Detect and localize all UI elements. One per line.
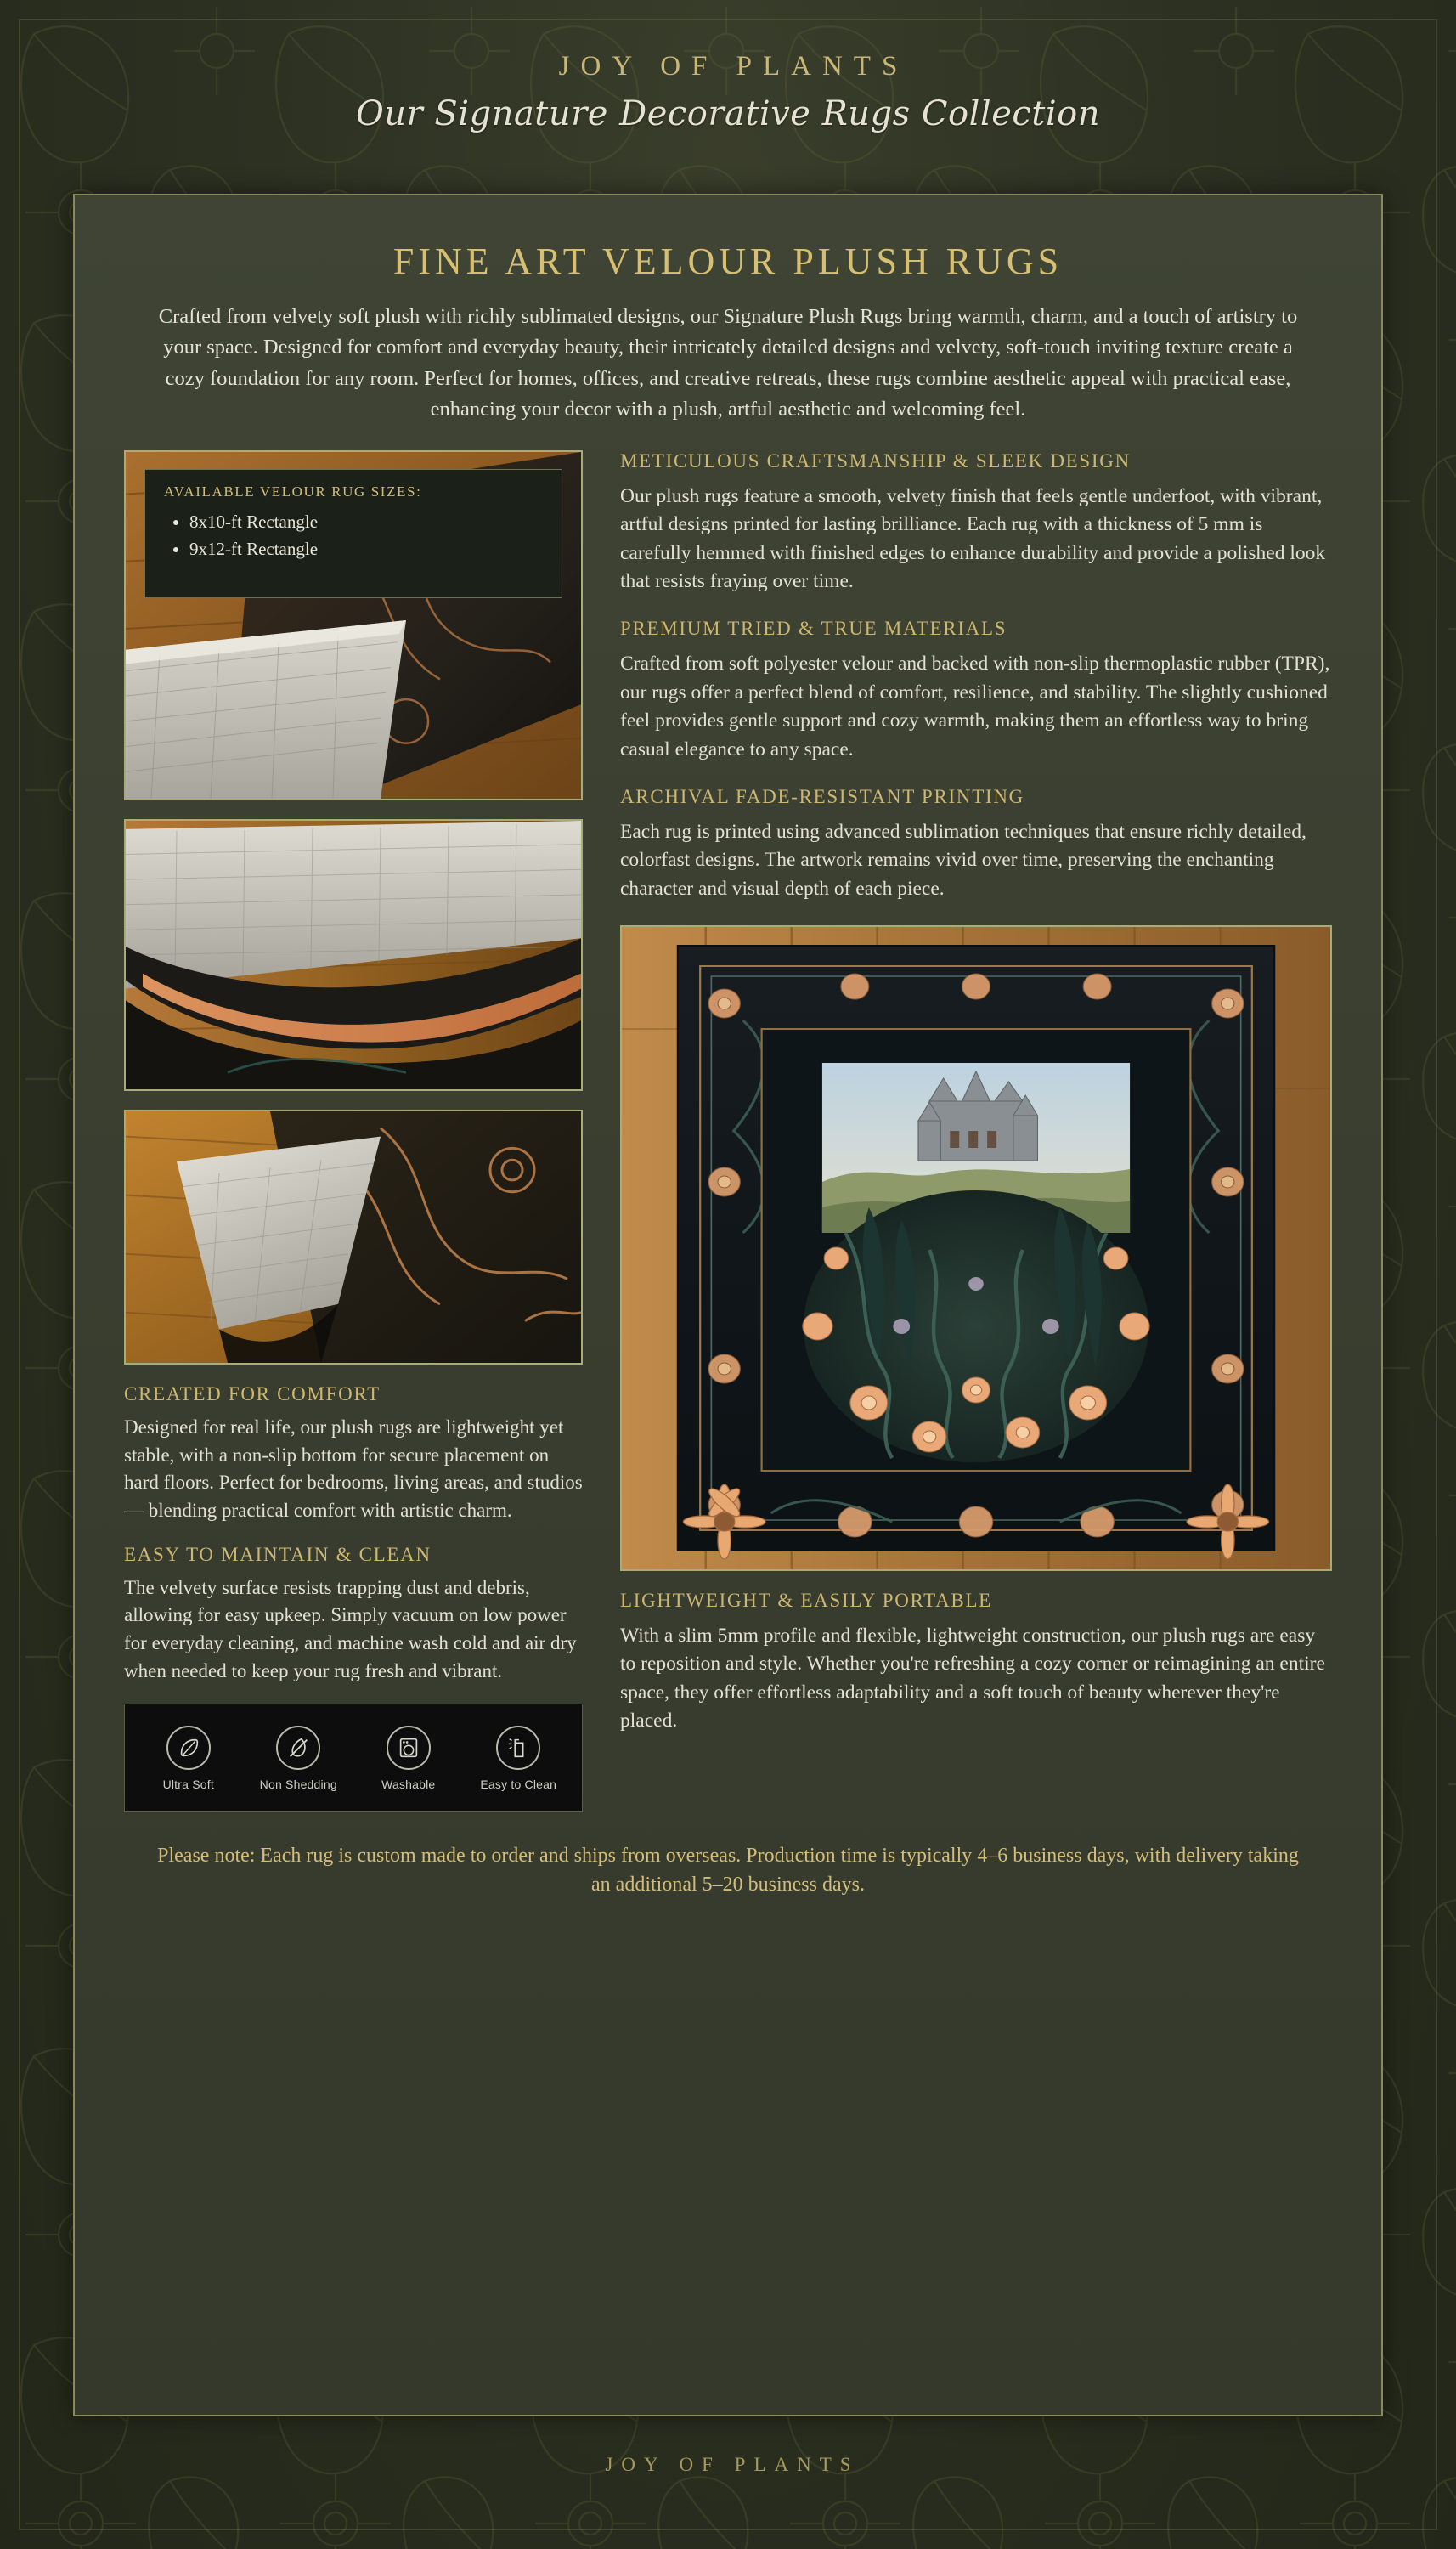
section-body-materials: Crafted from soft polyester velour and backed with non-slip thermoplastic rubber (TPR), our rugs offer a perfect blend of comfort, resilience, and stability. The slightly cushioned feel provides gentle support and cozy warmth, making them an effortless way to bring casual elegance to any space.	[620, 653, 1330, 760]
photo-illustration-2	[126, 821, 581, 1089]
lower-left-text	[124, 1383, 583, 1685]
no-shed-glyph	[285, 1735, 311, 1761]
product-photo-folded-edge	[124, 819, 583, 1091]
section-body-easy-to-maintain: The velvety surface resists trapping dust and debris, allowing for easy upkeep. Simply vacuum on low power for everyday cleaning, and machine wash cold and air dry when needed to keep your rug fresh and vibrant.	[124, 1576, 577, 1681]
section-body-lightweight: With a slim 5mm profile and flexible, lightweight construction, our plush rugs are easy to reposition and style. Whether you're refreshing a cozy corner or reimagining an entire space, they offer effortless adaptability and a soft touch of beauty wherever they're placed.	[620, 1624, 1325, 1732]
hero-rug-photo	[620, 925, 1332, 1571]
left-column	[124, 450, 583, 1812]
section-body-created-for-comfort: Designed for real life, our plush rugs are lightweight yet stable, with a non-slip bottom for secure placement on hard floors. Perfect for bedrooms, living areas, and studios — blending practical comfort with artistic charm.	[124, 1416, 583, 1521]
product-photo-backing-corner	[124, 450, 583, 800]
feather-glyph	[176, 1735, 201, 1761]
feature-label: Non Shedding	[259, 1777, 337, 1791]
available-sizes-box	[144, 469, 562, 598]
section-heading-craftsmanship: METICULOUS CRAFTSMANSHIP & SLEEK DESIGN	[620, 450, 1131, 472]
available-sizes-list	[164, 509, 543, 562]
rug-illustration	[622, 927, 1330, 1569]
spray-clean-glyph	[505, 1735, 531, 1761]
section-heading-easy-to-maintain: EASY TO MAINTAIN & CLEAN	[124, 1543, 432, 1565]
feature-label: Washable	[381, 1777, 436, 1791]
page-title: FINE ART VELOUR PLUSH RUGS	[392, 240, 1064, 282]
feature-label: Ultra Soft	[162, 1777, 214, 1791]
content-card	[73, 194, 1383, 2416]
product-photo-corner-flip	[124, 1110, 583, 1365]
feature-label: Easy to Clean	[480, 1777, 557, 1791]
feature-icon-strip	[124, 1704, 583, 1812]
section-heading-lightweight: LIGHTWEIGHT & EASILY PORTABLE	[620, 1589, 992, 1611]
section-heading-printing: ARCHIVAL FADE-RESISTANT PRINTING	[620, 785, 1024, 807]
available-sizes-heading: AVAILABLE VELOUR RUG SIZES:	[164, 483, 422, 500]
section-body-craftsmanship: Our plush rugs feature a smooth, velvety finish that feels gentle underfoot, with vibrant, artful designs printed for lasting brilliance. Each rug with a thickness of 5 mm is carefully hemmed with finished edges to enhance durability and provide a polished look that resists fraying over time.	[620, 485, 1326, 593]
right-column	[583, 450, 1332, 1812]
size-option: • 9x12-ft Rectangle	[189, 536, 543, 563]
feature-washable	[358, 1726, 460, 1791]
production-note: Please note: Each rug is custom made to order and ships from overseas. Production time is typically 4–6 business days, with delivery taking an additional 5–20 business days.	[157, 1845, 1299, 1896]
no-shed-icon	[276, 1726, 320, 1770]
washing-machine-icon	[387, 1726, 431, 1770]
footer-brand: JOY OF PLANTS	[605, 2454, 860, 2475]
lower-right-text	[620, 1590, 1332, 1735]
collection-subtitle: Our Signature Decorative Rugs Collection	[356, 94, 1100, 133]
feature-ultra-soft	[138, 1726, 240, 1791]
spray-clean-icon	[496, 1726, 540, 1770]
washing-machine-glyph	[396, 1735, 421, 1761]
section-body-printing: Each rug is printed using advanced sublimation techniques that ensure richly detailed, colorfast designs. The artwork remains vivid over time, preserving the enchanting character and visual depth of each piece.	[620, 820, 1306, 900]
size-option: • 8x10-ft Rectangle	[189, 509, 543, 536]
two-column-layout	[124, 450, 1332, 1812]
masthead	[0, 51, 1456, 133]
feature-non-shedding	[247, 1726, 349, 1791]
photo-illustration-3	[126, 1111, 581, 1363]
section-heading-created-for-comfort: CREATED FOR COMFORT	[124, 1383, 381, 1404]
feature-easy-to-clean	[467, 1726, 569, 1791]
brand-name-top: JOY OF PLANTS	[558, 51, 909, 82]
section-heading-materials: PREMIUM TRIED & TRUE MATERIALS	[620, 618, 1007, 640]
intro-paragraph: Crafted from velvety soft plush with richly sublimated designs, our Signature Plush Rugs bring warmth, charm, and a touch of artistry to your space. Designed for comfort and everyday beauty, their intricately detailed designs and velvety, soft-touch inviting texture create a cozy foundation for any room. Perfect for homes, offices, and creative retreats, these rugs combine aesthetic appeal with practical ease, enhancing your decor with a plush, artful aesthetic and welcoming feel.	[158, 305, 1298, 421]
feather-icon	[166, 1726, 211, 1770]
